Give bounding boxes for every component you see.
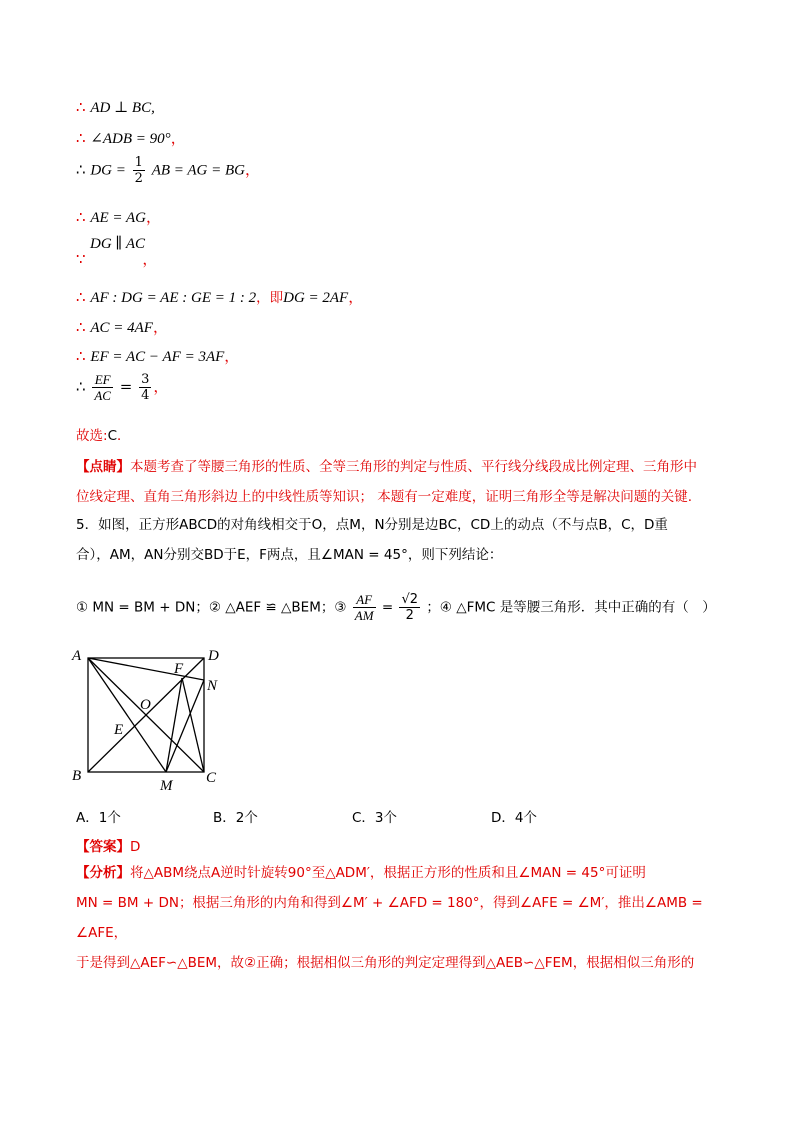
fraction-denominator: 4 [141, 388, 150, 403]
step-expression: AB = AG = BG [151, 162, 246, 179]
comment-tag: 【点睛】 [76, 459, 130, 475]
equals-sign: = [119, 377, 133, 396]
question-5 [76, 510, 736, 570]
step-6 [76, 286, 363, 307]
therefore-symbol: ∴ [76, 98, 86, 116]
step-expression: EF = AC − AF = 3AF [90, 349, 225, 365]
step-expression: DG ∥ AC [90, 236, 145, 252]
answer-line [76, 835, 140, 855]
answer-value: D [130, 839, 141, 855]
step-expression: AC = 4AF [90, 320, 153, 336]
fraction-denominator: AM [354, 608, 374, 623]
fraction-denominator: AC [94, 388, 111, 403]
statement-text: ① MN = BM + DN；② △AEF ≌ △BEM；③ [76, 599, 347, 616]
label-a: A [72, 648, 82, 664]
namely-text: ，即 [256, 290, 284, 306]
analysis-text: MN = BM + DN；根据三角形的内角和得到∠M′ + ∠AFD = 180°，得到∠AFE = ∠M′，推出∠AMB = ∠AFE， [76, 895, 703, 941]
segment-am [88, 658, 166, 772]
comma: ， [153, 377, 169, 396]
segment-an [88, 658, 204, 680]
therefore-symbol: ∴ [76, 208, 86, 226]
therefore-symbol: ∴ [76, 347, 86, 365]
step-5-markers [76, 248, 157, 269]
step-expression: AF : DG = AE : GE = 1 : 2 [90, 290, 257, 306]
fraction-af-am [353, 592, 376, 623]
fraction-numerator: AF [353, 592, 376, 608]
label-e: E [114, 722, 124, 738]
step-expression: DG = 2AF [283, 290, 349, 306]
choice-line [76, 424, 131, 444]
label-b: B [72, 768, 82, 784]
step-9 [76, 372, 168, 403]
step-expression: AE = AG [90, 210, 146, 226]
step-expression: DG = [90, 162, 126, 179]
comma: ， [224, 347, 240, 365]
fraction-numerator: EF [92, 372, 113, 388]
comma: ， [348, 288, 364, 306]
label-d: D [208, 648, 219, 664]
step-expression: ∠ADB = 90° [90, 131, 171, 147]
choice-value: C [107, 428, 117, 444]
label-o: O [140, 697, 151, 713]
fraction-numerator: 1 [134, 155, 143, 170]
square-geometry-figure [68, 640, 238, 800]
label-n: N [207, 678, 218, 694]
segment-mn [166, 680, 204, 772]
answer-tag: 【答案】 [76, 839, 130, 855]
comment-text: 位线定理、直角三角形斜边上的中线性质等知识； 本题有一定难度，证明三角形全等是解决问题的关键. [76, 489, 693, 505]
comma: ， [170, 129, 186, 147]
therefore-symbol: ∴ [76, 377, 86, 396]
question-text: 5．如图，正方形ABCD的对角线相交于O，点M，N分别是边BC，CD上的动点（不与点B，C，D重 [76, 517, 668, 533]
fraction-ef-ac [92, 372, 113, 403]
comment-block [76, 452, 736, 512]
option-d[interactable]: D．4个 [491, 810, 537, 826]
option-a[interactable]: A．1个 [76, 810, 121, 826]
step-3 [76, 155, 260, 186]
therefore-symbol: ∴ [76, 129, 86, 147]
analysis-block [76, 858, 736, 978]
label-f: F [174, 661, 184, 677]
question-statements [76, 592, 716, 623]
therefore-symbol: ∴ [76, 318, 86, 336]
comma: ， [142, 250, 158, 268]
step-expression: AD ⊥ BC, [90, 100, 155, 116]
label-c: C [206, 770, 217, 786]
step-8 [76, 345, 239, 366]
equals-sign: = [381, 599, 394, 616]
step-1 [76, 98, 155, 117]
analysis-text: 于是得到△AEF∽△BEM，故②正确；根据相似三角形的判定定理得到△AEB∽△FEM，根据相似三角形的 [76, 955, 695, 971]
fraction-numerator: 3 [141, 372, 150, 387]
step-2 [76, 127, 186, 148]
comma: ， [146, 208, 162, 226]
therefore-symbol: ∴ [76, 288, 86, 306]
fraction-denominator: 2 [134, 171, 143, 186]
comma: ， [152, 318, 168, 336]
period: ． [117, 428, 131, 444]
step-4 [76, 206, 161, 227]
statement-text: ；④ △FMC 是等腰三角形．其中正确的有（ ） [426, 599, 716, 616]
analysis-text: 将△ABM绕点A逆时针旋转90°至△ADM′，根据正方形的性质和且∠MAN = 45°可证明 [130, 865, 646, 881]
option-c[interactable]: C．3个 [352, 810, 398, 826]
comma: ， [245, 160, 261, 179]
step-7 [76, 316, 168, 337]
fraction-numerator: √2 [401, 592, 419, 607]
comment-text: 本题考查了等腰三角形的性质、全等三角形的判定与性质、平行线分线段成比例定理、三角形中 [130, 459, 697, 475]
question-text: 合），AM，AN分别交BD于E，F两点，且∠MAN = 45°，则下列结论： [76, 547, 503, 563]
therefore-symbol: ∴ [76, 160, 86, 179]
because-symbol: ∵ [76, 250, 86, 268]
choice-label: 故选: [76, 428, 108, 444]
fraction-denominator: 2 [405, 608, 414, 623]
option-b[interactable]: B．2个 [213, 810, 258, 826]
fraction-half [133, 155, 145, 186]
fraction-three-quarters [139, 372, 151, 403]
fraction-root2-over-2 [399, 592, 420, 623]
analysis-tag: 【分析】 [76, 865, 130, 881]
label-m: M [160, 778, 173, 794]
